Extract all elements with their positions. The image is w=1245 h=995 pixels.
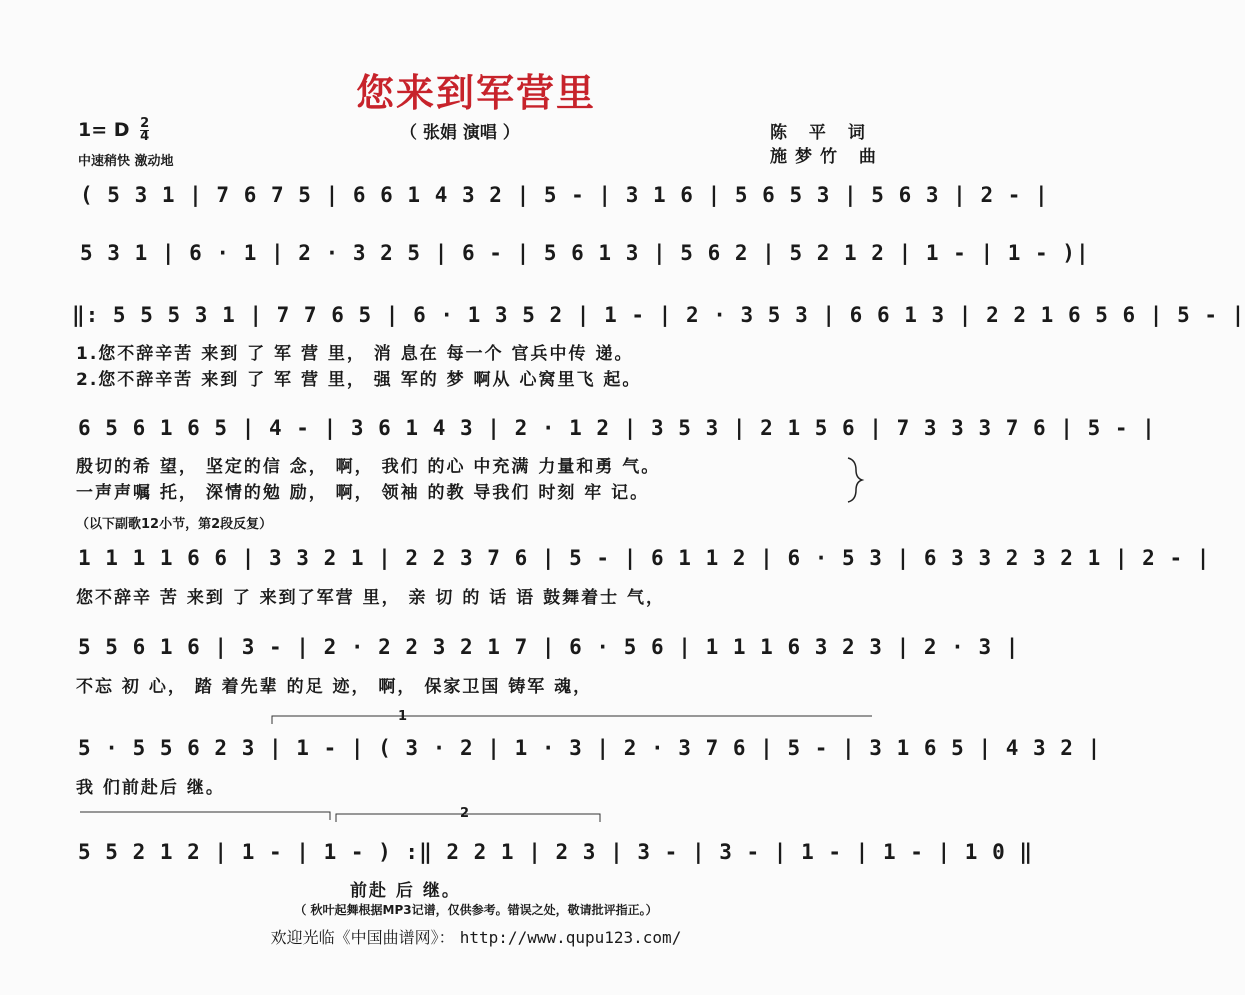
staff-line-6: 5 5 6 1 6 | 3 - | 2 · 2 2 3 2 1 7 | 6 · 5 6 | 1 1 1 6 3 2 3 | 2 · 3 | [78, 635, 1020, 659]
staff-line-5: 1 1 1 1 6 6 | 3 3 2 1 | 2 2 3 7 6 | 5 - | 6 1 1 2 | 6 · 5 3 | 6 3 3 2 3 2 1 | 2 - | [78, 546, 1211, 570]
lyric-line7: 我 们前赴后 继。 [76, 778, 225, 798]
staff-line-3: ‖: 5 5 5 3 1 | 7 7 6 5 | 6 · 1 3 5 2 | 1 - | 2 · 3 5 3 | 6 6 1 3 | 2 2 1 6 5 6 | 5 - | [72, 303, 1245, 327]
lyric-verse2-line4: 一声声嘱 托， 深情的勉 励， 啊， 领袖 的教 导我们 时刻 牢 记。 [76, 483, 650, 503]
volta-second-left [80, 812, 330, 820]
volta-second-label: 2 [460, 806, 470, 821]
song-title: 您来到军营里 [355, 71, 596, 115]
time-signature-top: 2 [140, 116, 150, 131]
site-credit [0, 925, 952, 948]
lyric-verse1-line3: 1.您不辞辛苦 来到 了 军 营 里， 消 息在 每一个 官兵中传 递。 [76, 344, 634, 364]
lyric-line5: 您不辞辛 苦 来到 了 来到了军营 里， 亲 切 的 话 语 鼓舞着士 气， [76, 588, 666, 608]
staff-line-1: ( 5 3 1 | 7 6 7 5 | 6 6 1 4 3 2 | 5 - | 3 1 6 | 5 6 5 3 | 5 6 3 | 2 - | [80, 183, 1049, 207]
lyric-line6: 不忘 初 心， 踏 着先辈 的足 迹， 啊， 保家卫国 铸军 魂， [76, 677, 593, 697]
key-label: 1= D [78, 119, 130, 141]
staff-line-8: 5 5 2 1 2 | 1 - | 1 - ) :‖ 2 2 1 | 2 3 | 3 - | 3 - | 1 - | 1 - | 1 0 ‖ [78, 840, 1034, 864]
site-url-link[interactable]: http://www.qupu123.com/ [459, 928, 682, 947]
lyric-verse2-line3: 2.您不辞辛苦 来到 了 军 营 里， 强 军的 梦 啊从 心窝里飞 起。 [76, 370, 642, 390]
staff-line-7: 5 · 5 5 6 2 3 | 1 - | ( 3 · 2 | 1 · 3 | 2 · 3 7 6 | 5 - | 3 1 6 5 | 4 3 2 | [78, 736, 1102, 760]
time-signature-bottom: 4 [140, 129, 150, 144]
chorus-instruction: （以下副歌12小节，第2段反复） [76, 517, 273, 532]
volta-first-label: 1 [398, 709, 408, 724]
staff-line-2: 5 3 1 | 6 · 1 | 2 · 3 2 5 | 6 - | 5 6 1 3 | 5 6 2 | 5 2 1 2 | 1 - | 1 - )| [80, 241, 1090, 265]
lyricist-credit: 陈 平 词 [770, 123, 873, 143]
lyric-brace [848, 458, 862, 502]
lyric-verse1-line4: 殷切的希 望， 坚定的信 念， 啊， 我们 的心 中充满 力量和勇 气。 [76, 457, 661, 477]
singer-credit: （ 张娟 演唱 ） [400, 123, 520, 143]
staff-line-4: 6 5 6 1 6 5 | 4 - | 3 6 1 4 3 | 2 · 1 2 | 3 5 3 | 2 1 5 6 | 7 3 3 3 7 6 | 5 - | [78, 416, 1156, 440]
site-welcome: 欢迎光临《中国曲谱网》： [270, 928, 455, 947]
volta-first [272, 716, 872, 724]
transcription-note: （ 秋叶起舞根据MP3记谱，仅供参考。错误之处，敬请批评指正。） [294, 903, 658, 917]
tempo-marking: 中速稍快 激动地 [78, 154, 174, 169]
composer-credit: 施梦竹 曲 [770, 147, 884, 167]
lyric-line8: 前赴 后 继。 [350, 881, 461, 901]
